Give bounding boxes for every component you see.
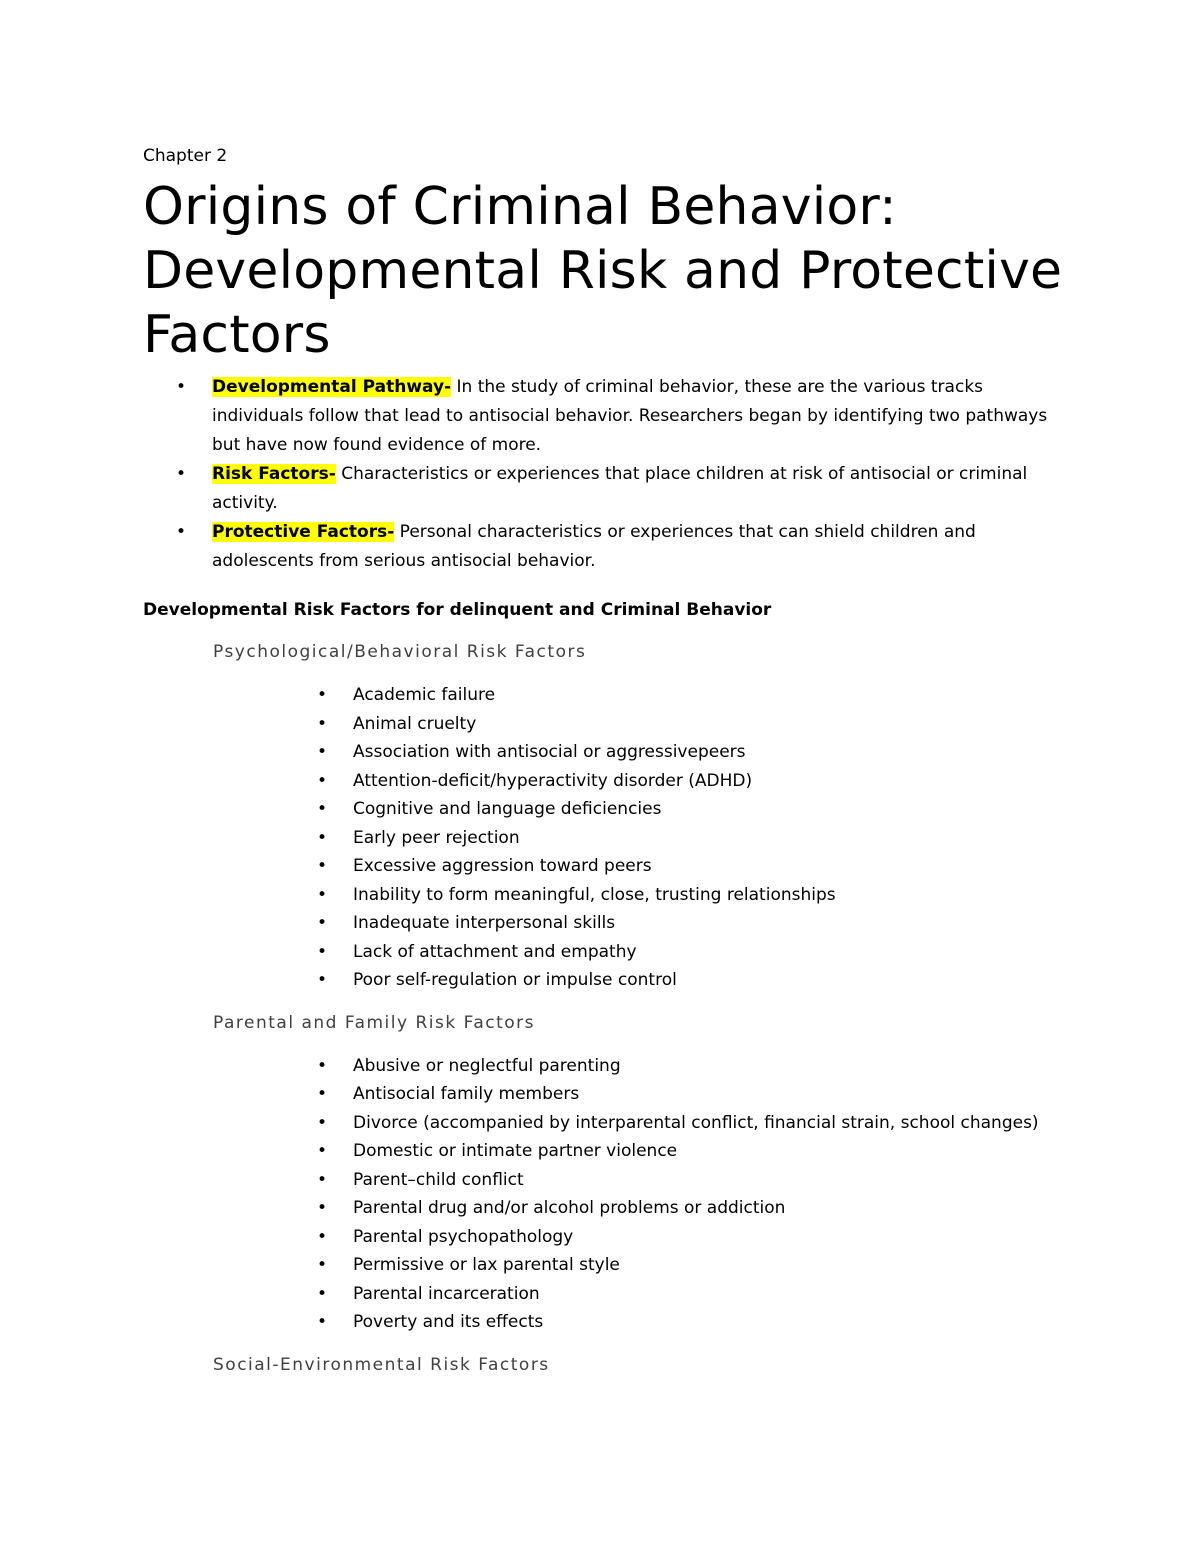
list-item-text: Association with antisocial or aggressivepeers <box>353 742 746 762</box>
list-item <box>317 767 1073 796</box>
social-risk-heading: Social-Environmental Risk Factors <box>213 1354 550 1375</box>
definition-text: Personal characteristics or experiences that can shield children and adolescents from serious antisocial behavior. <box>212 522 976 571</box>
chapter-label: Chapter 2 <box>143 146 228 166</box>
list-item <box>317 824 1073 853</box>
section-heading: Developmental Risk Factors for delinquent and Criminal Behavior <box>143 600 772 620</box>
definition-term: Developmental Pathway- <box>212 377 452 397</box>
list-item <box>317 1080 1073 1109</box>
list-item-text: Divorce (accompanied by interparental conflict, financial strain, school changes) <box>353 1112 1039 1133</box>
document-content <box>143 142 1073 1379</box>
list-item-text: Abusive or neglectful parenting <box>353 1055 621 1076</box>
bullet-icon: • <box>317 856 328 876</box>
list-item-text: Lack of attachment and empathy <box>353 941 637 962</box>
list-item-text: Inadequate interpersonal skills <box>353 913 616 933</box>
bullet-icon: • <box>317 1141 328 1161</box>
list-item <box>317 852 1073 881</box>
bullet-icon: • <box>317 913 328 933</box>
family-risk-heading: Parental and Family Risk Factors <box>213 1012 535 1033</box>
definition-item <box>176 518 1073 576</box>
list-item-text: Poor self-regulation or impulse control <box>353 970 677 990</box>
list-item <box>317 1251 1073 1280</box>
bullet-icon: • <box>317 1283 328 1304</box>
bullet-icon: • <box>317 1255 328 1275</box>
bullet-icon: • <box>317 941 328 962</box>
list-item-text: Permissive or lax parental style <box>353 1255 620 1275</box>
list-item-text: Poverty and its effects <box>353 1312 544 1332</box>
psychological-risk-heading: Psychological/Behavioral Risk Factors <box>213 642 587 662</box>
list-item <box>317 909 1073 938</box>
list-item-text: Parent–child conflict <box>353 1169 524 1190</box>
list-item <box>317 738 1073 767</box>
definition-list <box>143 373 1073 576</box>
list-item-text: Antisocial family members <box>353 1084 580 1104</box>
list-item <box>317 881 1073 910</box>
bullet-icon: • <box>317 1055 328 1076</box>
bullet-icon: • <box>317 742 328 762</box>
bullet-icon: • <box>317 1198 328 1218</box>
list-item <box>317 681 1073 710</box>
list-item-text: Inability to form meaningful, close, trusting relationships <box>353 884 836 905</box>
list-item-text: Cognitive and language deficiencies <box>353 799 662 819</box>
list-item <box>317 1280 1073 1309</box>
bullet-icon: • <box>176 464 187 484</box>
list-item-text: Parental incarceration <box>353 1283 540 1304</box>
definition-term: Risk Factors- <box>212 464 336 484</box>
bullet-icon: • <box>176 522 187 542</box>
list-item-text: Parental drug and/or alcohol problems or addiction <box>353 1198 786 1218</box>
bullet-icon: • <box>317 685 328 705</box>
definition-term: Protective Factors- <box>212 522 395 542</box>
psychological-risk-list <box>143 681 1073 995</box>
list-item-text: Academic failure <box>353 685 496 705</box>
bullet-icon: • <box>317 713 328 734</box>
bullet-icon: • <box>317 1169 328 1190</box>
list-item <box>317 1109 1073 1138</box>
bullet-icon: • <box>317 1226 328 1247</box>
family-risk-list <box>143 1052 1073 1337</box>
list-item-text: Attention-deficit/hyperactivity disorder (ADHD) <box>353 770 753 791</box>
definition-item <box>176 373 1073 460</box>
list-item <box>317 710 1073 739</box>
list-item <box>317 1308 1073 1337</box>
list-item <box>317 795 1073 824</box>
definition-text: Characteristics or experiences that place children at risk of antisocial or criminal activity. <box>212 464 1028 513</box>
list-item <box>317 966 1073 995</box>
bullet-icon: • <box>317 799 328 819</box>
bullet-icon: • <box>317 1312 328 1332</box>
list-item <box>317 1052 1073 1081</box>
list-item <box>317 1137 1073 1166</box>
bullet-icon: • <box>176 377 187 397</box>
bullet-icon: • <box>317 1112 328 1133</box>
bullet-icon: • <box>317 1084 328 1104</box>
list-item-text: Parental psychopathology <box>353 1226 574 1247</box>
bullet-icon: • <box>317 827 328 848</box>
list-item-text: Excessive aggression toward peers <box>353 856 652 876</box>
bullet-icon: • <box>317 770 328 791</box>
list-item-text: Early peer rejection <box>353 827 520 848</box>
list-item <box>317 938 1073 967</box>
bullet-icon: • <box>317 884 328 905</box>
definition-text: In the study of criminal behavior, these are the various tracks individuals follow that lead to antisocial behavior. Researchers began by identifying two pathways but have now found evidence of more. <box>212 377 1048 455</box>
list-item <box>317 1223 1073 1252</box>
list-item-text: Animal cruelty <box>353 713 477 734</box>
list-item <box>317 1194 1073 1223</box>
list-item-text: Domestic or intimate partner violence <box>353 1141 678 1161</box>
document-title: Origins of Criminal Behavior: Developmental Risk and Protective Factors <box>143 177 1063 365</box>
definition-item <box>176 460 1073 518</box>
bullet-icon: • <box>317 970 328 990</box>
list-item <box>317 1166 1073 1195</box>
